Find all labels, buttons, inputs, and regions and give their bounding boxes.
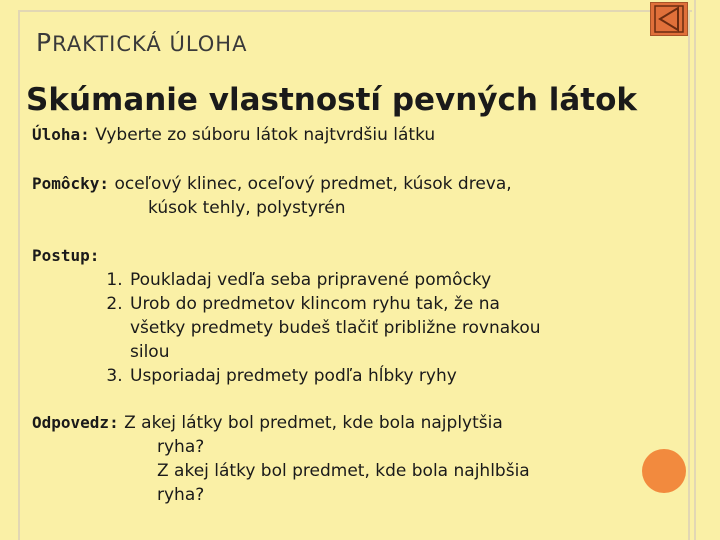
answer-section: [32, 411, 530, 507]
frame-line-right-outer: [694, 0, 696, 540]
tools-text-line2: kúsok tehly, polystyrén: [148, 198, 346, 218]
tools-section: [32, 172, 512, 220]
answer-q2-line1: Z akej látky bol predmet, kde bola najhlbšia: [157, 461, 530, 481]
frame-line-left: [18, 10, 20, 540]
answer-q1-line2: ryha?: [157, 437, 205, 457]
frame-line-top: [18, 10, 692, 12]
back-arrow-icon: [651, 3, 687, 35]
tools-label: Pomôcky:: [32, 174, 110, 193]
tools-text-line1: oceľový klinec, oceľový predmet, kúsok dreva,: [114, 174, 512, 194]
frame-line-right: [688, 10, 690, 540]
procedure-steps: [32, 268, 541, 388]
answer-q2-line2: ryha?: [157, 485, 205, 505]
task-text: Vyberte zo súboru látok najtvrdšiu látku: [95, 125, 436, 145]
answer-label: Odpovedz:: [32, 413, 119, 432]
procedure-step: 3. Usporiadaj predmety podľa hĺbky ryhy: [128, 364, 541, 388]
back-button[interactable]: [650, 2, 688, 36]
answer-q1-line1: Z akej látky bol predmet, kde bola najplytšia: [124, 413, 503, 433]
procedure-section: [32, 244, 541, 388]
decorative-circle: [642, 449, 686, 493]
task-label: Úloha:: [32, 125, 90, 144]
procedure-step: 1. Poukladaj vedľa seba pripravené pomôcky: [128, 268, 541, 292]
task-section: [32, 123, 435, 147]
slide-title: Skúmanie vlastností pevných látok: [26, 82, 638, 118]
procedure-step: 2. Urob do predmetov klincom ryhu tak, že na všetky predmety budeš tlačiť približne rovnakou silou: [128, 292, 541, 364]
procedure-label: Postup:: [32, 246, 100, 265]
slide-kicker: PRAKTICKÁ ÚLOHA: [36, 28, 248, 57]
